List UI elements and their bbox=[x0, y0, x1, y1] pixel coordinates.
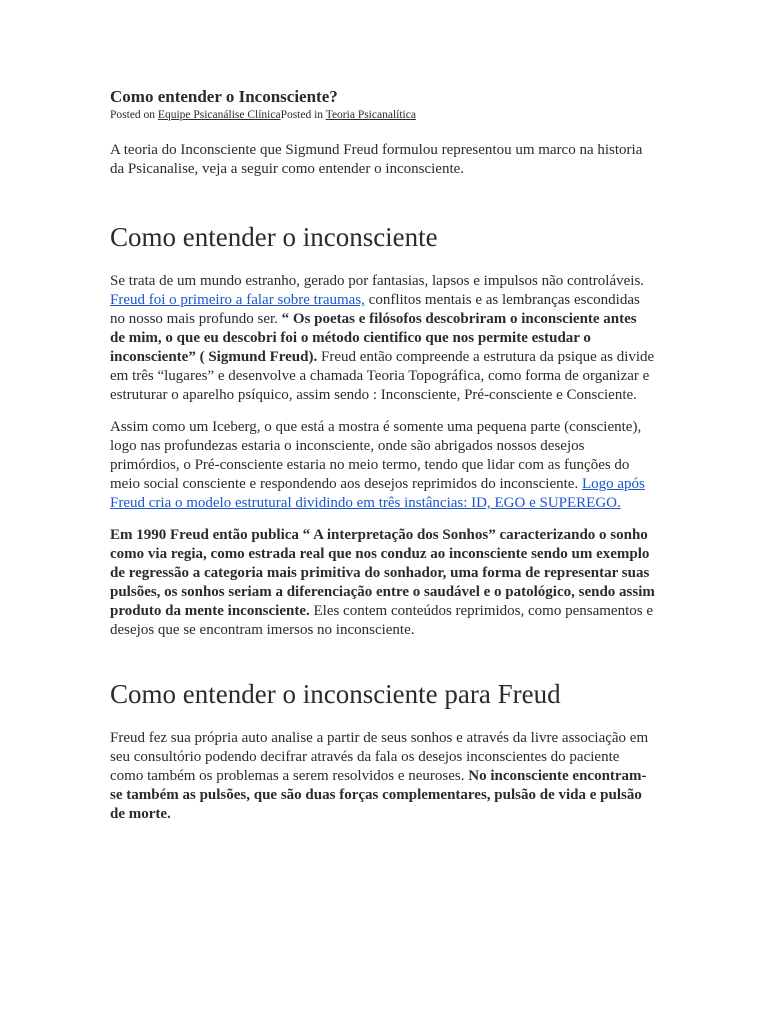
posted-on-label: Posted on bbox=[110, 109, 158, 121]
text: conflitos mentais e as lembranças escondidas no nosso mais profundo ser. bbox=[110, 292, 640, 327]
article bbox=[110, 86, 655, 824]
traumas-link[interactable]: Freud foi o primeiro a falar sobre traumas, bbox=[110, 292, 365, 308]
dreams-bold-text: Em 1990 Freud então publica “ A interpretação dos Sonhos” caracterizando o sonho como via regia, como estrada real que nos conduz ao inconsciente sendo um exemplo de regressão a categoria mais primitiva do sonhador, uma forma de representar suas pulsões, os sonhos seriam a diferenciação entre o saudável e o patológico, sendo assim produto da mente inconsciente. bbox=[110, 527, 655, 619]
text: Eles contem conteúdos reprimidos, como pensamentos e desejos que se encontram imersos no inconsciente. bbox=[110, 603, 653, 638]
section1-paragraph-3 bbox=[110, 526, 655, 640]
drives-bold-text: No inconsciente encontram-se também as pulsões, que são duas forças complementares, pulsão de vida e pulsão de morte. bbox=[110, 768, 647, 822]
section2-paragraph-1 bbox=[110, 729, 655, 824]
section1-paragraph-2 bbox=[110, 418, 655, 513]
section-heading-1: Como entender o inconsciente bbox=[110, 222, 438, 252]
post-meta bbox=[110, 108, 655, 122]
section-heading-2: Como entender o inconsciente para Freud bbox=[110, 679, 561, 709]
structural-model-link[interactable]: Logo após Freud cria o modelo estrutural dividindo em três instâncias: ID, EGO e SUPEREGO. bbox=[110, 476, 645, 511]
category-link[interactable]: Teoria Psicanalítica bbox=[325, 109, 416, 121]
intro-paragraph: A teoria do Inconsciente que Sigmund Freud formulou representou um marco na historia da Psicanalise, veja a seguir como entender o inconsciente. bbox=[110, 142, 643, 177]
text: Freud então compreende a estrutura da psique as divide em três “lugares” e desenvolve a chamada Teoria Topográfica, como forma de organizar e estruturar o aparelho psíquico, assim sendo : Inconsciente, Pré-consciente e Consciente. bbox=[110, 349, 655, 403]
freud-quote: “ Os poetas e filósofos descobriram o inconsciente antes de mim, o que eu descobri foi o método cientifico que nos permite estudar o inconsciente” ( Sigmund Freud). bbox=[110, 311, 637, 365]
posted-in-label: Posted in bbox=[280, 109, 326, 121]
text: Assim como um Iceberg, o que está a mostra é somente uma pequena parte (consciente), logo nas profundezas estaria o inconsciente, onde são abrigados nossos desejos primórdios, o Pré-consciente estaria no meio termo, tendo que lidar com as funções do meio social consciente e respondendo aos desejos reprimidos do inconsciente. bbox=[110, 419, 642, 492]
section1-paragraph-1 bbox=[110, 272, 655, 405]
author-link[interactable]: Equipe Psicanálise Clínica bbox=[157, 109, 281, 121]
text: Freud fez sua própria auto analise a partir de seus sonhos e através da livre associação em seu consultório podendo decifrar através da fala os desejos inconscientes do paciente como também os problemas a serem resolvidos e neuroses. bbox=[110, 730, 649, 784]
text: Se trata de um mundo estranho, gerado por fantasias, lapsos e impulsos não controláveis. bbox=[110, 273, 645, 289]
post-title: Como entender o Inconsciente? bbox=[110, 87, 338, 106]
